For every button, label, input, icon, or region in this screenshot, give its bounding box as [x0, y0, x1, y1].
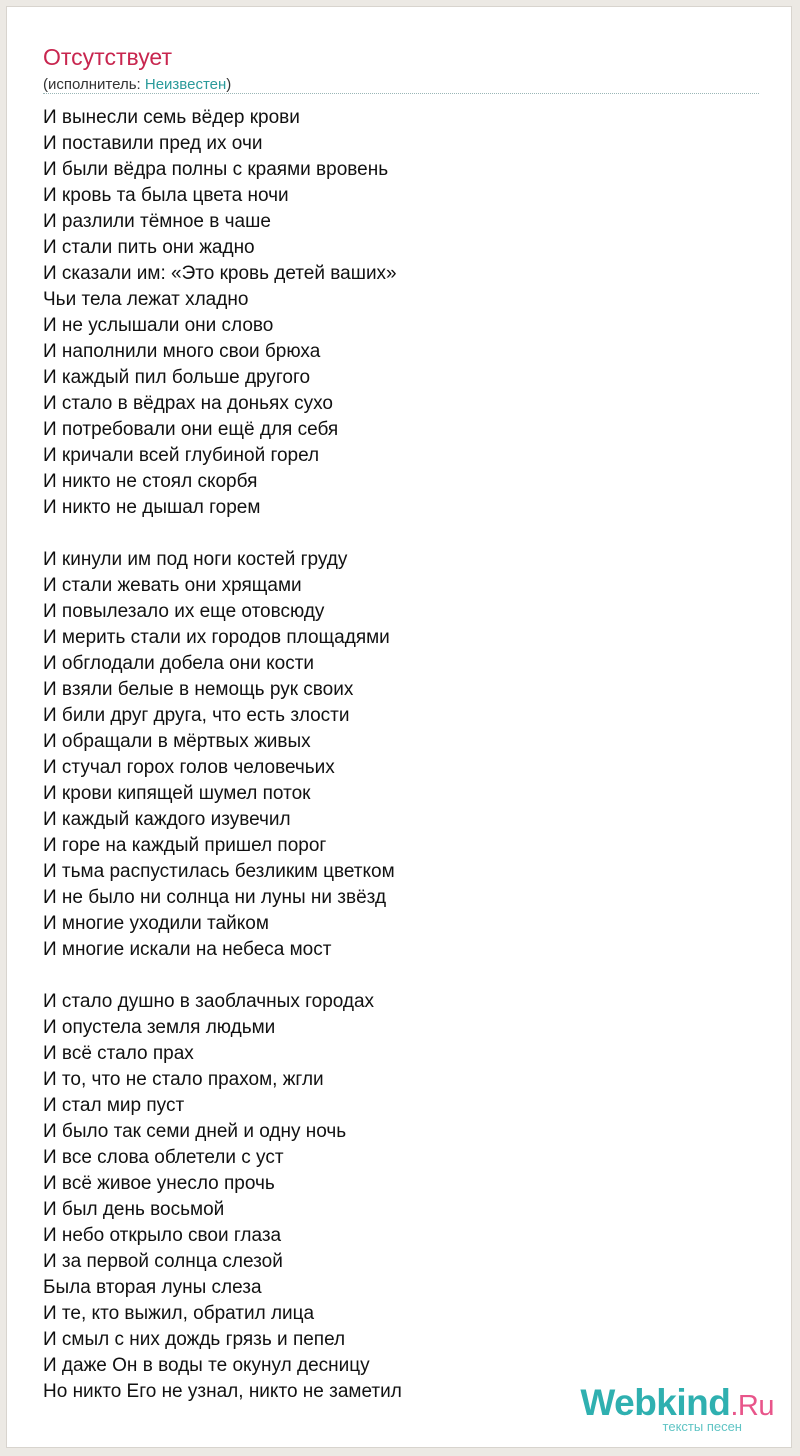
- lyric-line: И наполнили много свои брюха: [43, 341, 321, 362]
- lyric-line: И сказали им: «Это кровь детей ваших»: [43, 263, 397, 284]
- lyric-line: И потребовали они ещё для себя: [43, 419, 339, 440]
- lyric-line: Чьи тела лежат хладно: [43, 289, 249, 310]
- lyric-line: И не услышали они слово: [43, 315, 274, 336]
- lyric-line: И даже Он в воды те окунул десницу: [43, 1355, 370, 1376]
- site-logo[interactable]: [580, 1384, 774, 1434]
- lyric-line: И стали пить они жадно: [43, 237, 255, 258]
- artist-line: [43, 75, 231, 95]
- lyric-line: И кровь та была цвета ночи: [43, 185, 289, 206]
- lyric-line: И многие уходили тайком: [43, 913, 269, 934]
- lyric-line: И никто не дышал горем: [43, 497, 261, 518]
- lyric-line: И то, что не стало прахом, жгли: [43, 1069, 324, 1090]
- logo-main-text: Webkind: [580, 1382, 731, 1423]
- lyric-line: И повылезало их еще отовсюду: [43, 601, 325, 622]
- song-title: Отсутствует: [43, 44, 172, 70]
- lyric-line: И стучал горох голов человечьих: [43, 757, 335, 778]
- lyric-line: Была вторая луны слеза: [43, 1277, 262, 1298]
- lyric-line: И обглодали добела они кости: [43, 653, 315, 674]
- lyric-line: И за первой солнца слезой: [43, 1251, 283, 1272]
- lyric-line: И стало в вёдрах на доньях сухо: [43, 393, 333, 414]
- logo-subtitle: тексты песен: [662, 1419, 742, 1434]
- lyric-line: И стал мир пуст: [43, 1095, 185, 1116]
- lyric-line: И обращали в мёртвых живых: [43, 731, 311, 752]
- lyric-line: И разлили тёмное в чаше: [43, 211, 271, 232]
- artist-link[interactable]: Неизвестен: [144, 76, 227, 93]
- lyric-line: И всё живое унесло прочь: [43, 1173, 275, 1194]
- stanza-break: [43, 963, 763, 989]
- lyric-line: И кинули им под ноги костей груду: [43, 549, 348, 570]
- lyric-line: И всё стало прах: [43, 1043, 194, 1064]
- lyric-line: И было так семи дней и одну ночь: [43, 1121, 347, 1142]
- title-divider: [43, 93, 759, 94]
- lyric-line: И мерить стали их городов площадями: [43, 627, 390, 648]
- lyric-line: И был день восьмой: [43, 1199, 225, 1220]
- lyric-line: И небо открыло свои глаза: [43, 1225, 282, 1246]
- lyric-line: И смыл с них дождь грязь и пепел: [43, 1329, 346, 1350]
- lyric-line: И все слова облетели с уст: [43, 1147, 284, 1168]
- lyric-line: И кричали всей глубиной горел: [43, 445, 320, 466]
- lyric-line: И те, кто выжил, обратил лица: [43, 1303, 315, 1324]
- lyric-line: И взяли белые в немощь рук своих: [43, 679, 354, 700]
- artist-prefix: (исполнитель:: [43, 76, 145, 93]
- lyric-line: И были вёдра полны с краями вровень: [43, 159, 389, 180]
- lyric-line: И не было ни солнца ни луны ни звёзд: [43, 887, 387, 908]
- lyric-line: И стало душно в заоблачных городах: [43, 991, 375, 1012]
- logo-domain-text: .Ru: [730, 1390, 774, 1422]
- lyric-line: И никто не стоял скорбя: [43, 471, 258, 492]
- lyrics-card: [6, 6, 792, 1448]
- artist-suffix: ): [226, 76, 232, 93]
- lyric-line: И каждый пил больше другого: [43, 367, 311, 388]
- lyric-line: И вынесли семь вёдер крови: [43, 107, 300, 128]
- lyrics-body: [43, 105, 763, 1405]
- stanza-break: [43, 521, 763, 547]
- lyric-line: И тьма распустилась безликим цветком: [43, 861, 395, 882]
- lyric-line: И горе на каждый пришел порог: [43, 835, 327, 856]
- lyric-line: И стали жевать они хрящами: [43, 575, 302, 596]
- lyric-line: И опустела земля людьми: [43, 1017, 276, 1038]
- lyric-line: И каждый каждого изувечил: [43, 809, 291, 830]
- lyric-line: Но никто Его не узнал, никто не заметил: [43, 1381, 402, 1402]
- lyric-line: И поставили пред их очи: [43, 133, 263, 154]
- lyric-line: И били друг друга, что есть злости: [43, 705, 350, 726]
- lyric-line: И крови кипящей шумел поток: [43, 783, 311, 804]
- lyric-line: И многие искали на небеса мост: [43, 939, 332, 960]
